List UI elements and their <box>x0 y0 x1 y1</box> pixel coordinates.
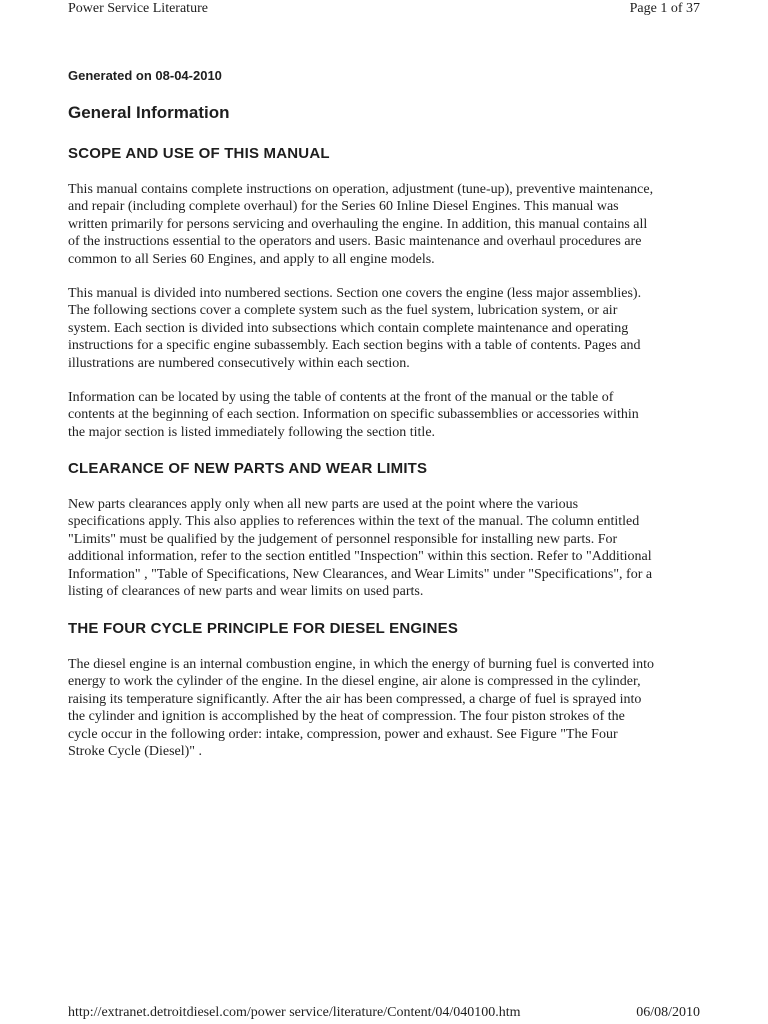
text-line: additional information, refer to the section entitled "Inspection" within this section. Refer to "Additional <box>68 549 652 565</box>
text-line: Information" , "Table of Specifications, New Clearances, and Wear Limits" under "Specifications", for a <box>68 566 653 582</box>
paragraph <box>68 285 708 372</box>
text-line: the cylinder and ignition is accomplished by the heat of compression. The four piston strokes of the <box>68 709 625 725</box>
paragraph <box>68 181 708 268</box>
text-line: written primarily for persons servicing and overhauling the engine. In addition, this manual contains all <box>68 216 648 232</box>
text-line: instructions for a specific engine subassembly. Each section begins with a table of contents. Pages and <box>68 338 641 354</box>
text-line: This manual contains complete instructions on operation, adjustment (tune-up), preventive maintenance, <box>68 182 654 197</box>
text-line: This manual is divided into numbered sections. Section one covers the engine (less major assemblies). <box>68 286 642 301</box>
section-heading-four-cycle: THE FOUR CYCLE PRINCIPLE FOR DIESEL ENGINES <box>68 620 459 637</box>
text-line: cycle occur in the following order: intake, compression, power and exhaust. See Figure "The Four <box>68 726 618 742</box>
text-line: common to all Series 60 Engines, and apply to all engine models. <box>68 251 435 267</box>
text-line: Stroke Cycle (Diesel)" . <box>68 744 203 760</box>
paragraph <box>68 496 708 600</box>
text-line: The diesel engine is an internal combustion engine, in which the energy of burning fuel is converted into <box>68 657 655 672</box>
text-line: energy to work the cylinder of the engine. In the diesel engine, air alone is compressed in the cylinder, <box>68 674 641 690</box>
footer-date: 06/08/2010 <box>636 1005 700 1020</box>
text-line: the major section is listed immediately following the section title. <box>68 424 436 440</box>
text-line: Information can be located by using the table of contents at the front of the manual or the table of <box>68 390 614 405</box>
paragraph <box>68 389 708 441</box>
text-line: of the instructions essential to the operators and users. Basic maintenance and overhaul procedures are <box>68 234 642 250</box>
text-line: system. Each section is divided into subsections which contain complete maintenance and operating <box>68 320 629 336</box>
text-line: contents at the beginning of each section. Information on specific subassemblies or accessories within <box>68 407 639 423</box>
generated-date: Generated on 08-04-2010 <box>68 68 222 83</box>
text-line: "Limits" must be qualified by the judgement of personnel responsible for installing new parts. For <box>68 531 618 547</box>
text-line: listing of clearances of new parts and wear limits on used parts. <box>68 584 424 600</box>
page-title: General Information <box>68 103 230 122</box>
footer-url: http://extranet.detroitdiesel.com/power service/literature/Content/04/040100.htm <box>68 1005 521 1020</box>
text-line: raising its temperature significantly. After the air has been compressed, a charge of fuel is sprayed into <box>68 691 642 707</box>
section-heading-scope: SCOPE AND USE OF THIS MANUAL <box>68 145 330 162</box>
header-source: Power Service Literature <box>68 1 208 16</box>
text-line: and repair (including complete overhaul) for the Series 60 Inline Diesel Engines. This manual was <box>68 199 619 215</box>
header-page-number: Page 1 of 37 <box>629 1 700 16</box>
text-line: illustrations are numbered consecutively within each section. <box>68 355 410 371</box>
paragraph <box>68 656 708 760</box>
text-line: The following sections cover a complete system such as the fuel system, lubrication system, or air <box>68 303 618 319</box>
section-heading-clearance: CLEARANCE OF NEW PARTS AND WEAR LIMITS <box>68 460 428 477</box>
text-line: specifications apply. This also applies to references within the text of the manual. The column entitled <box>68 514 640 530</box>
text-line: New parts clearances apply only when all new parts are used at the point where the various <box>68 497 579 512</box>
